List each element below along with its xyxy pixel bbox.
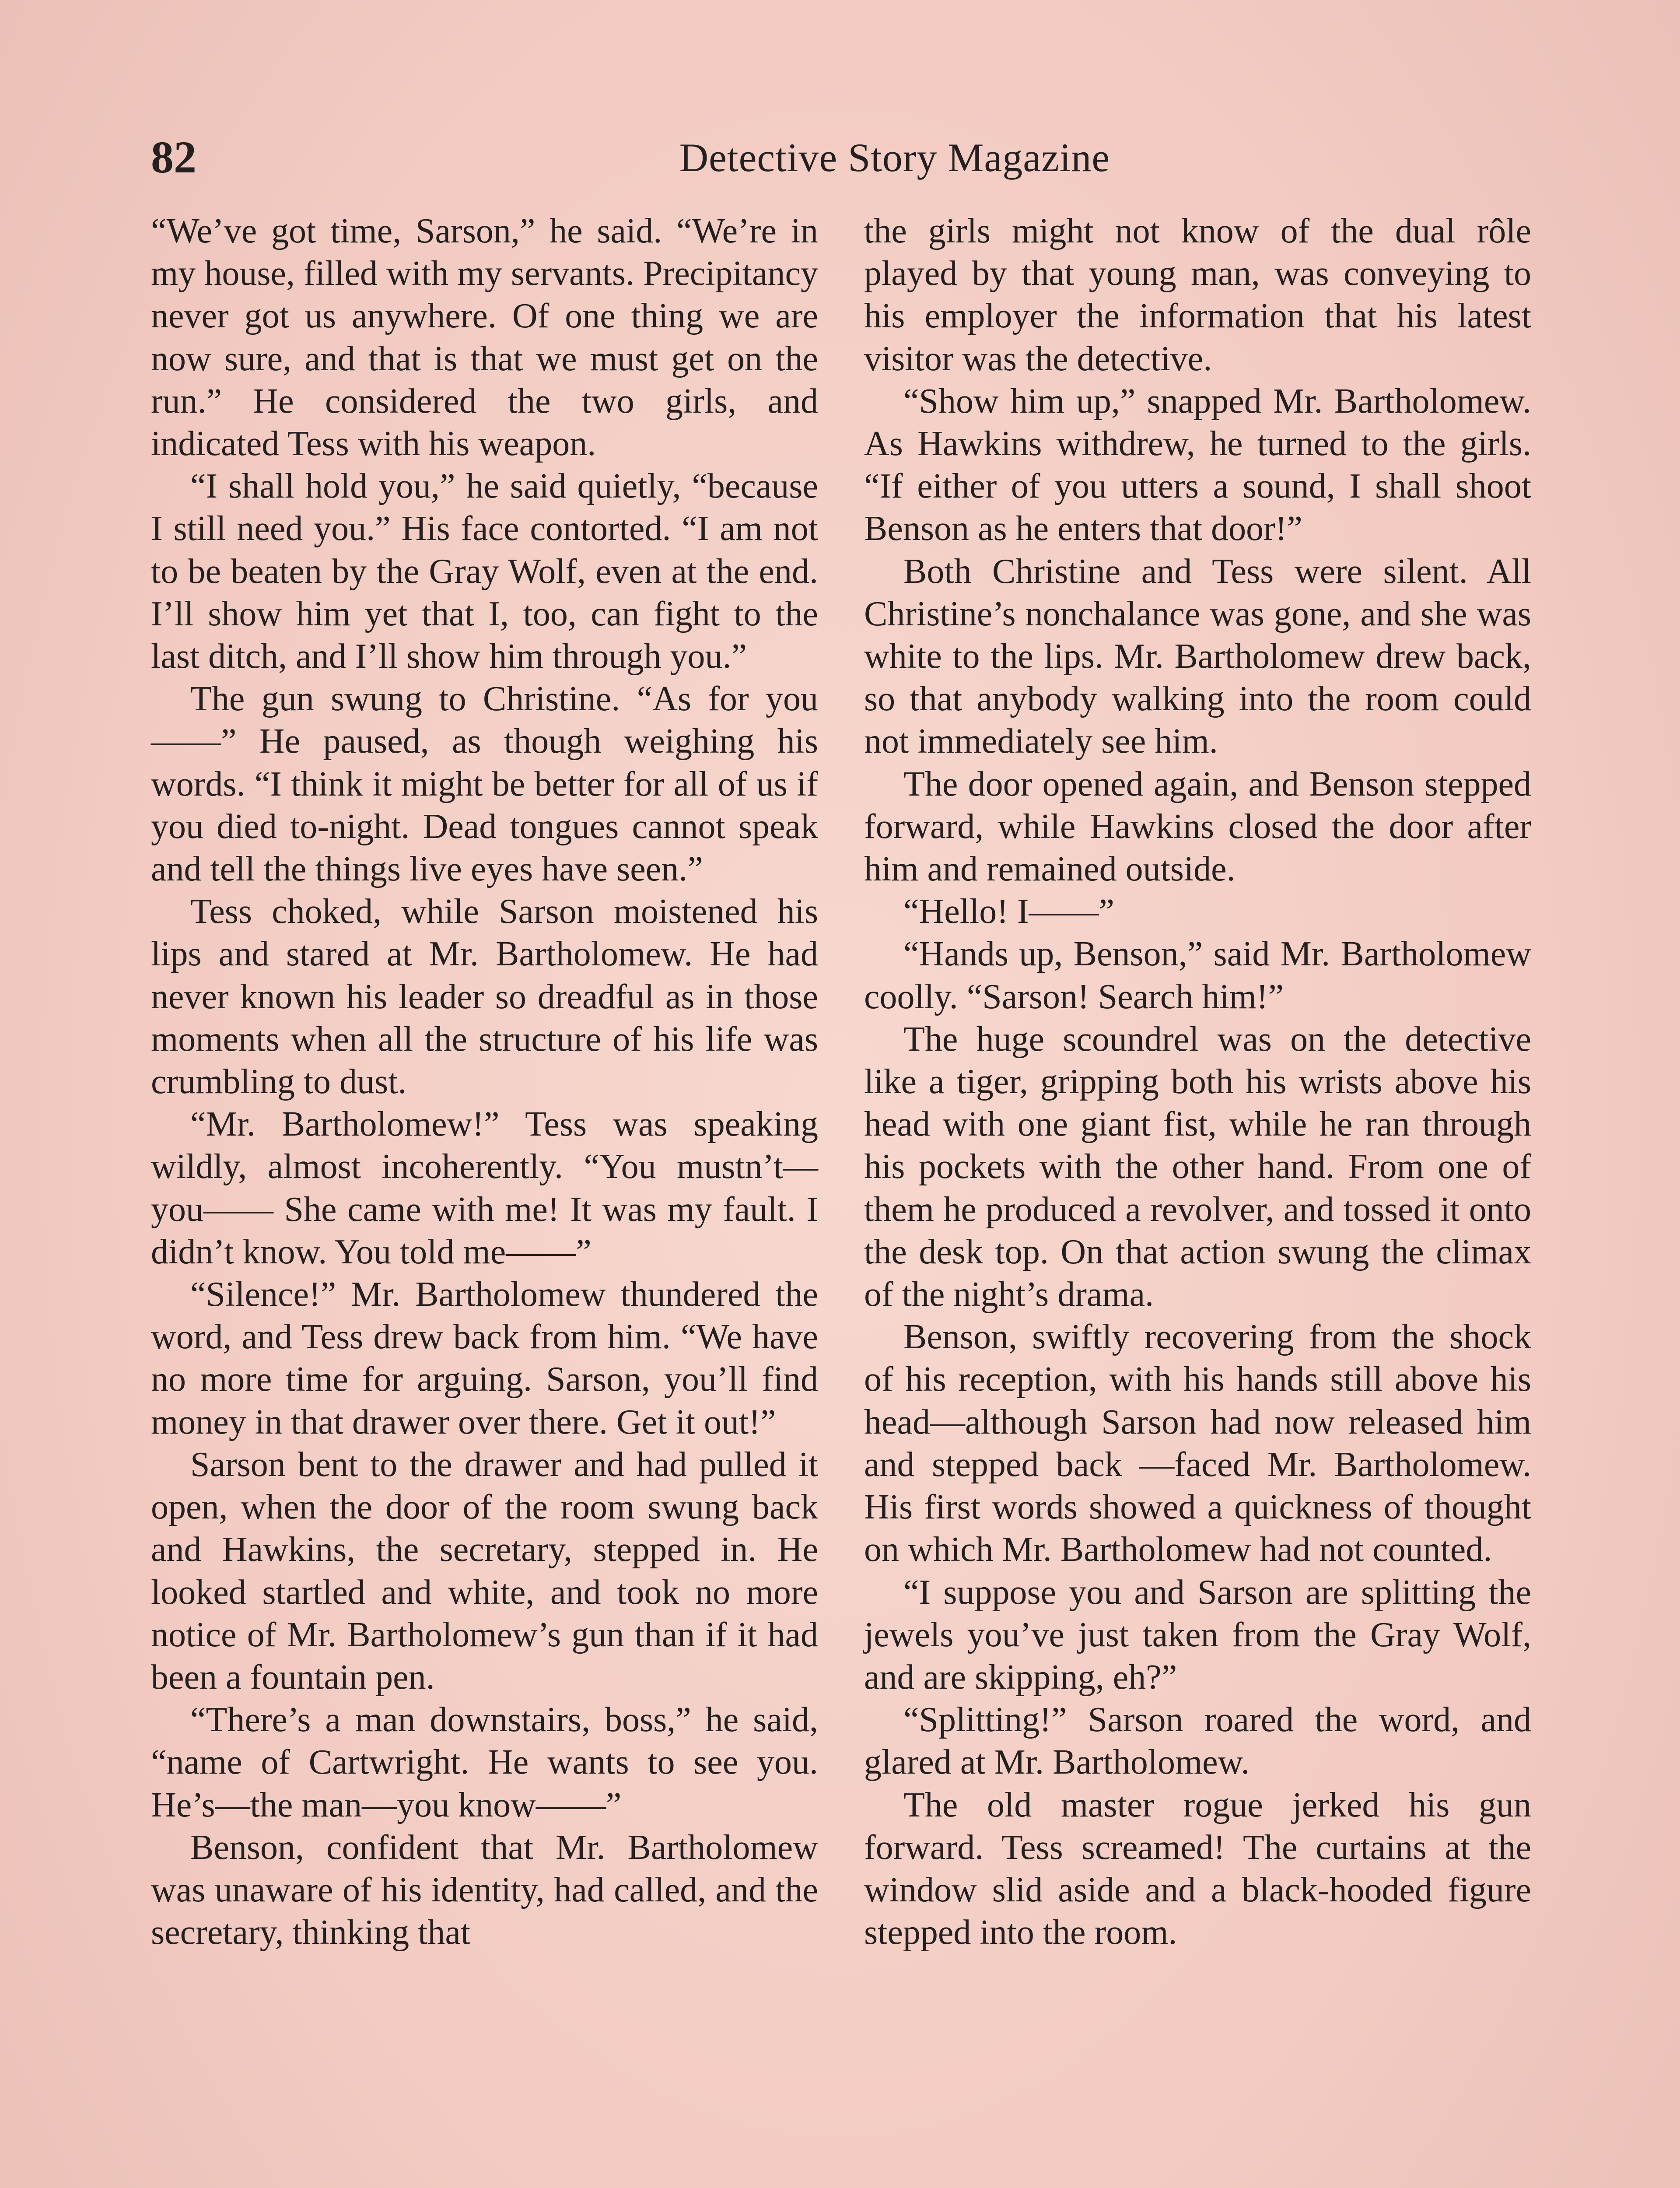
paragraph: “Silence!” Mr. Bartholomew thundered the word, and Tess drew back from him. “We have no more time for arguing. Sarson, you’ll find money in that drawer over there. Get it out!”: [151, 1275, 818, 1441]
left-text-column: [151, 210, 818, 1954]
page-header: [151, 125, 1533, 190]
paragraph: Sarson bent to the drawer and had pulled it open, when the door of the room swung back and Hawkins, the secretary, stepped in. He looked startled and white, and took no more notice of Mr. Bartholomew’s gun than if it had been a fountain pen.: [151, 1445, 818, 1697]
paragraph: “Hands up, Benson,” said Mr. Bartholomew coolly. “Sarson! Search him!”: [864, 935, 1531, 1016]
magazine-title: Detective Story Magazine: [679, 135, 1110, 180]
paragraph: “I suppose you and Sarson are splitting the jewels you’ve just taken from the Gray Wolf, and are skipping, eh?”: [864, 1573, 1531, 1697]
paragraph: “I shall hold you,” he said quietly, “because I still need you.” His face contorted. “I am not to be beaten by the Gray Wolf, even at the end. I’ll show him yet that I, too, can fight to the last ditch, and I’ll show him through you.”: [151, 467, 818, 676]
paragraph: Benson, swiftly recovering from the shock of his reception, with his hands still above his head—although Sarson had now released him and stepped back —faced Mr. Bartholomew. His first words showed a quickness of thought on which Mr. Bartholomew had not counted.: [864, 1318, 1531, 1569]
paragraph: The huge scoundrel was on the detective like a tiger, gripping both his wrists above his head with one giant fist, while he ran through his pockets with the other hand. From one of them he produced a revolver, and tossed it onto the desk top. On that action swung the climax of the night’s drama.: [864, 1020, 1531, 1314]
paragraph: “We’ve got time, Sarson,” he said. “We’re in my house, filled with my servants. Precipitancy never got us anywhere. Of one thing we are now sure, and that is that we must get on the run.” He considered the two girls, and indicated Tess with his weapon.: [151, 212, 818, 463]
paragraph: Both Christine and Tess were silent. All Christine’s nonchalance was gone, and she was white to the lips. Mr. Bartholomew drew back, so that anybody walking into the room could not immediately see him.: [864, 552, 1531, 761]
paragraph: Tess choked, while Sarson moistened his lips and stared at Mr. Bartholomew. He had never known his leader so dreadful as in those moments when all the structure of his life was crumbling to dust.: [151, 892, 818, 1101]
paragraph: The door opened again, and Benson stepped forward, while Hawkins closed the door after him and remained outside.: [864, 764, 1531, 889]
paragraph: The old master rogue jerked his gun forward. Tess screamed! The curtains at the window slid aside and a black-hooded figure stepped into the room.: [864, 1785, 1531, 1952]
paragraph: “Mr. Bartholomew!” Tess was speaking wildly, almost incoherently. “You mustn’t—you—— She came with me! It was my fault. I didn’t know. You told me——”: [151, 1105, 818, 1271]
paragraph: “Hello! I——”: [903, 892, 1115, 931]
paragraph: “Splitting!” Sarson roared the word, and glared at Mr. Bartholomew.: [864, 1701, 1531, 1782]
paragraph: the girls might not know of the dual rôle played by that young man, was conveying to his employer the information that his latest visitor was the detective.: [864, 212, 1531, 378]
page-number: 82: [151, 132, 196, 182]
paragraph: The gun swung to Christine. “As for you——” He paused, as though weighing his words. “I think it might be better for all of us if you died to-night. Dead tongues cannot speak and tell the things live eyes have seen.”: [151, 680, 818, 889]
paragraph: “There’s a man downstairs, boss,” he said, “name of Cartwright. He wants to see you. He’s—the man—you know——”: [151, 1701, 818, 1824]
right-text-column: [864, 210, 1531, 1954]
paragraph: “Show him up,” snapped Mr. Bartholomew. As Hawkins withdrew, he turned to the girls. “If either of you utters a sound, I shall shoot Benson as he enters that door!”: [864, 382, 1531, 548]
paragraph: Benson, confident that Mr. Bartholomew was unaware of his identity, had called, and the secretary, thinking that: [151, 1828, 818, 1952]
